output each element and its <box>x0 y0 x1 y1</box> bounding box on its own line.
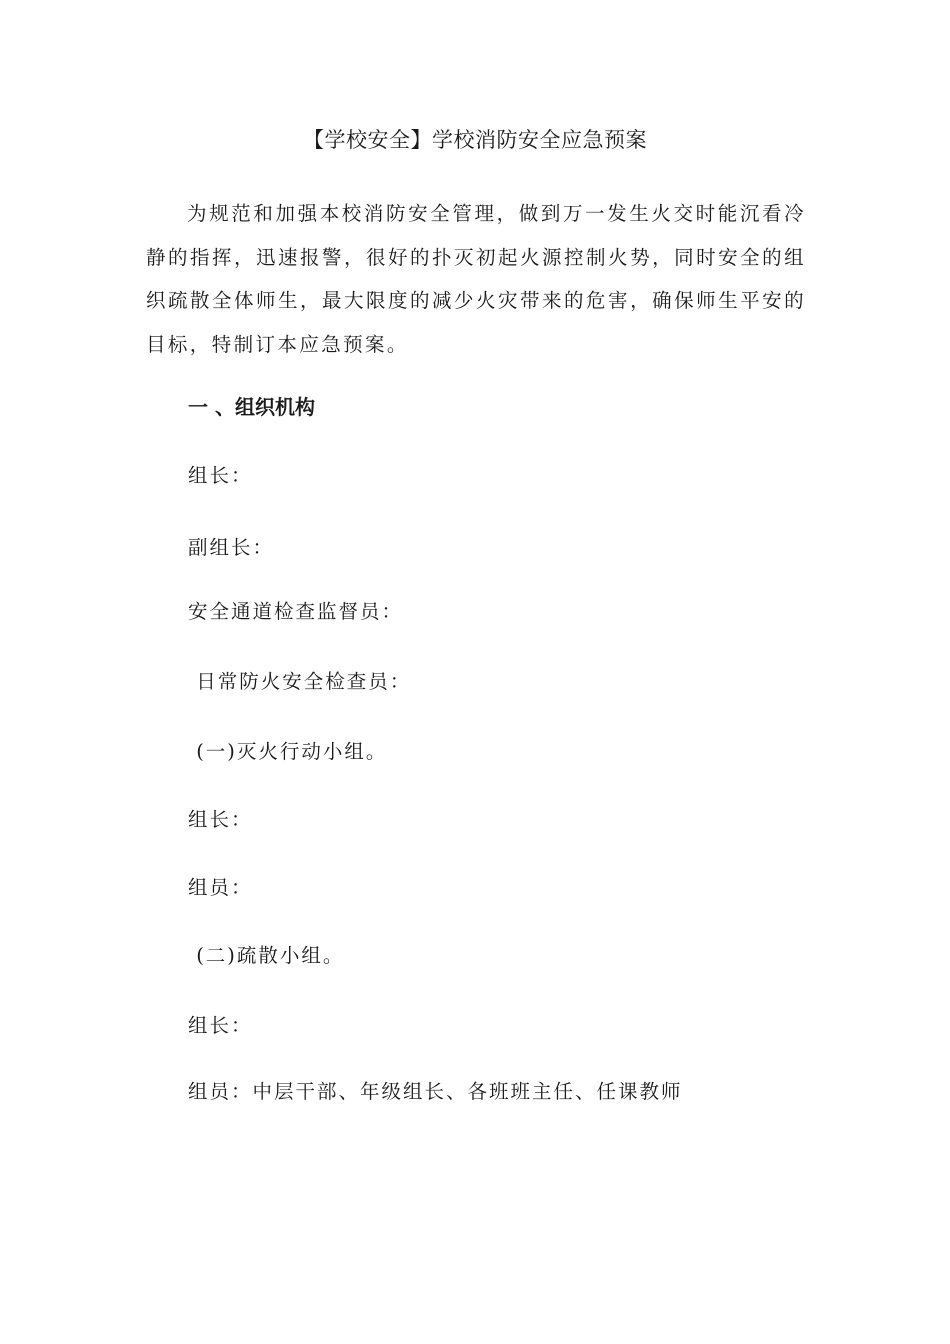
subsection-evacuation-group: (二)疏散小组。 <box>188 944 345 967</box>
leader-line: 组长： <box>188 464 253 487</box>
evacuation-leader-line: 组长： <box>188 1014 253 1037</box>
firefighting-members-line: 组员： <box>188 876 253 899</box>
subsection-firefighting-group: (一)灭火行动小组。 <box>188 740 388 763</box>
daily-inspector-line: 日常防火安全检查员： <box>188 670 412 693</box>
document-title: 【学校安全】学校消防安全应急预案 <box>303 128 647 152</box>
intro-paragraph: 为规范和加强本校消防安全管理，做到万一发生火交时能沉看冷静的指挥，迅速报警，很好的扑灭初起火源控制火势，同时安全的组织疏散全体师生，最大限度的减少火灾带来的危害，确保师生平安的目标，特制订本应急预案。 <box>146 202 806 356</box>
exit-inspector-line: 安全通道检查监督员： <box>188 600 404 623</box>
firefighting-leader-line: 组长： <box>188 808 253 831</box>
evacuation-members-line: 组员：中层干部、年级组长、各班班主任、任课教师 <box>188 1080 683 1103</box>
section-heading-organization: 一 、组织机构 <box>188 395 315 419</box>
deputy-leader-line: 副组长： <box>188 536 275 559</box>
